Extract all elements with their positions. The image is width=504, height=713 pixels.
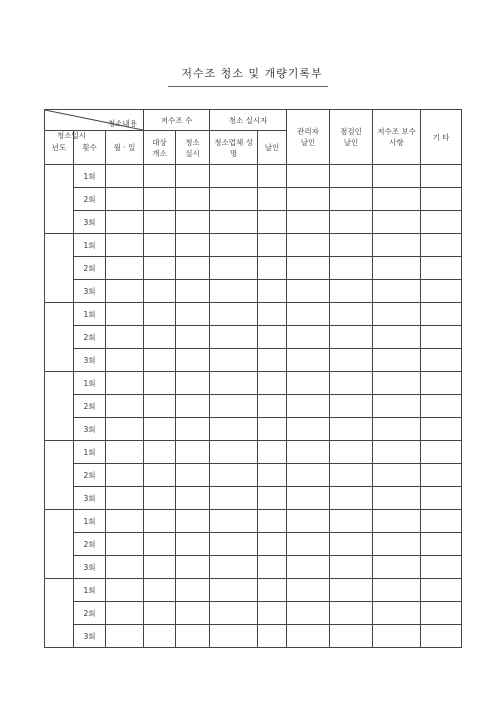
round-cell: 1회 xyxy=(74,579,106,602)
entry-cell[interactable] xyxy=(210,418,258,441)
entry-cell[interactable] xyxy=(287,349,330,372)
round-cell: 2회 xyxy=(74,602,106,625)
entry-cell[interactable] xyxy=(330,625,373,648)
entry-cell[interactable] xyxy=(373,579,421,602)
entry-cell[interactable] xyxy=(330,487,373,510)
manager-seal-header: 관리자 날인 xyxy=(287,110,330,165)
round-cell: 3회 xyxy=(74,211,106,234)
entry-cell[interactable] xyxy=(421,395,462,418)
entry-cell[interactable] xyxy=(106,602,144,625)
entry-cell[interactable] xyxy=(287,556,330,579)
entry-cell[interactable] xyxy=(106,395,144,418)
year-cell[interactable] xyxy=(45,579,74,648)
entry-cell[interactable] xyxy=(210,349,258,372)
round-cell: 1회 xyxy=(74,303,106,326)
entry-cell[interactable] xyxy=(287,234,330,257)
entry-cell[interactable] xyxy=(144,349,176,372)
entry-cell[interactable] xyxy=(287,257,330,280)
entry-cell[interactable] xyxy=(210,165,258,188)
entry-cell[interactable] xyxy=(258,188,287,211)
round-cell: 1회 xyxy=(74,234,106,257)
entry-cell[interactable] xyxy=(258,257,287,280)
entry-cell[interactable] xyxy=(373,280,421,303)
entry-cell[interactable] xyxy=(258,556,287,579)
entry-cell[interactable] xyxy=(144,418,176,441)
round-cell: 2회 xyxy=(74,395,106,418)
entry-cell[interactable] xyxy=(373,349,421,372)
target-count-header: 대상 개소 xyxy=(144,131,176,165)
year-cell[interactable] xyxy=(45,441,74,510)
entry-cell[interactable] xyxy=(258,372,287,395)
entry-cell[interactable] xyxy=(176,326,210,349)
entry-cell[interactable] xyxy=(144,441,176,464)
entry-cell[interactable] xyxy=(373,234,421,257)
entry-cell[interactable] xyxy=(144,464,176,487)
entry-cell[interactable] xyxy=(421,165,462,188)
entry-cell[interactable] xyxy=(176,533,210,556)
table-row xyxy=(45,395,462,418)
year-cell[interactable] xyxy=(45,234,74,303)
entry-cell[interactable] xyxy=(144,326,176,349)
round-cell: 3회 xyxy=(74,280,106,303)
entry-cell[interactable] xyxy=(373,188,421,211)
table-row xyxy=(45,211,462,234)
entry-cell[interactable] xyxy=(258,510,287,533)
entry-cell[interactable] xyxy=(421,257,462,280)
round-cell: 2회 xyxy=(74,188,106,211)
entry-cell[interactable] xyxy=(106,234,144,257)
entry-cell[interactable] xyxy=(106,533,144,556)
entry-cell[interactable] xyxy=(421,349,462,372)
entry-cell[interactable] xyxy=(144,625,176,648)
entry-cell[interactable] xyxy=(106,372,144,395)
entry-cell[interactable] xyxy=(176,395,210,418)
table-row xyxy=(45,326,462,349)
round-cell: 3회 xyxy=(74,487,106,510)
entry-cell[interactable] xyxy=(373,556,421,579)
month-day-header: 월 · 일 xyxy=(106,131,144,165)
entry-cell[interactable] xyxy=(373,372,421,395)
entry-cell[interactable] xyxy=(287,372,330,395)
cleaning-performer-header: 청소 실시자 xyxy=(210,110,287,131)
table-row xyxy=(45,257,462,280)
entry-cell[interactable] xyxy=(287,211,330,234)
entry-cell[interactable] xyxy=(210,487,258,510)
round-cell: 1회 xyxy=(74,441,106,464)
year-cell[interactable] xyxy=(45,510,74,579)
record-table xyxy=(44,109,462,648)
table-row xyxy=(45,579,462,602)
date-label: 청소일시 xyxy=(57,131,86,140)
entry-cell[interactable] xyxy=(258,487,287,510)
entry-cell[interactable] xyxy=(176,234,210,257)
entry-cell[interactable] xyxy=(373,464,421,487)
seal-header: 날인 xyxy=(258,131,287,165)
entry-cell[interactable] xyxy=(373,418,421,441)
diagonal-header-cell xyxy=(45,110,144,140)
entry-cell[interactable] xyxy=(176,487,210,510)
year-cell[interactable] xyxy=(45,372,74,441)
entry-cell[interactable] xyxy=(210,257,258,280)
entry-cell[interactable] xyxy=(106,510,144,533)
entry-cell[interactable] xyxy=(421,211,462,234)
entry-cell[interactable] xyxy=(330,326,373,349)
entry-cell[interactable] xyxy=(106,257,144,280)
entry-cell[interactable] xyxy=(176,188,210,211)
entry-cell[interactable] xyxy=(210,602,258,625)
entry-cell[interactable] xyxy=(176,464,210,487)
entry-cell[interactable] xyxy=(330,188,373,211)
entry-cell[interactable] xyxy=(373,533,421,556)
entry-cell[interactable] xyxy=(258,349,287,372)
entry-cell[interactable] xyxy=(258,303,287,326)
entry-cell[interactable] xyxy=(330,418,373,441)
entry-cell[interactable] xyxy=(287,464,330,487)
entry-cell[interactable] xyxy=(258,418,287,441)
entry-cell[interactable] xyxy=(287,418,330,441)
entry-cell[interactable] xyxy=(106,464,144,487)
year-cell[interactable] xyxy=(45,303,74,372)
entry-cell[interactable] xyxy=(144,211,176,234)
entry-cell[interactable] xyxy=(373,441,421,464)
entry-cell[interactable] xyxy=(176,510,210,533)
content-label: 청소내용 xyxy=(108,119,138,128)
entry-cell[interactable] xyxy=(373,625,421,648)
entry-cell[interactable] xyxy=(421,441,462,464)
table-row xyxy=(45,165,462,188)
entry-cell[interactable] xyxy=(330,556,373,579)
entry-cell[interactable] xyxy=(421,280,462,303)
table-row xyxy=(45,280,462,303)
entry-cell[interactable] xyxy=(287,326,330,349)
entry-cell[interactable] xyxy=(330,372,373,395)
entry-cell[interactable] xyxy=(421,602,462,625)
entry-cell[interactable] xyxy=(106,441,144,464)
entry-cell[interactable] xyxy=(144,234,176,257)
entry-cell[interactable] xyxy=(258,165,287,188)
entry-cell[interactable] xyxy=(210,556,258,579)
year-header: 년도 xyxy=(45,131,74,165)
entry-cell[interactable] xyxy=(210,326,258,349)
entry-cell[interactable] xyxy=(176,418,210,441)
entry-cell[interactable] xyxy=(330,464,373,487)
entry-cell[interactable] xyxy=(210,280,258,303)
entry-cell[interactable] xyxy=(176,579,210,602)
entry-cell[interactable] xyxy=(176,211,210,234)
table-row xyxy=(45,441,462,464)
year-cell[interactable] xyxy=(45,165,74,234)
entry-cell[interactable] xyxy=(421,464,462,487)
entry-cell[interactable] xyxy=(330,234,373,257)
round-cell: 1회 xyxy=(74,372,106,395)
entry-cell[interactable] xyxy=(258,326,287,349)
entry-cell[interactable] xyxy=(144,395,176,418)
table-row xyxy=(45,303,462,326)
entry-cell[interactable] xyxy=(144,257,176,280)
entry-cell[interactable] xyxy=(144,487,176,510)
table-row xyxy=(45,464,462,487)
entry-cell[interactable] xyxy=(287,579,330,602)
entry-cell[interactable] xyxy=(176,372,210,395)
entry-cell[interactable] xyxy=(106,303,144,326)
tank-count-header: 저수조 수 xyxy=(144,110,210,131)
round-cell: 3회 xyxy=(74,349,106,372)
entry-cell[interactable] xyxy=(176,556,210,579)
entry-cell[interactable] xyxy=(287,165,330,188)
entry-cell[interactable] xyxy=(258,441,287,464)
entry-cell[interactable] xyxy=(421,533,462,556)
table-row xyxy=(45,234,462,257)
table-row xyxy=(45,602,462,625)
round-cell: 2회 xyxy=(74,464,106,487)
entry-cell[interactable] xyxy=(287,625,330,648)
entry-cell[interactable] xyxy=(210,533,258,556)
entry-cell[interactable] xyxy=(176,280,210,303)
entry-cell[interactable] xyxy=(330,533,373,556)
entry-cell[interactable] xyxy=(258,602,287,625)
entry-cell[interactable] xyxy=(373,211,421,234)
entry-cell[interactable] xyxy=(373,165,421,188)
entry-cell[interactable] xyxy=(287,533,330,556)
entry-cell[interactable] xyxy=(144,579,176,602)
round-cell: 2회 xyxy=(74,257,106,280)
entry-cell[interactable] xyxy=(258,211,287,234)
entry-cell[interactable] xyxy=(373,257,421,280)
entry-cell[interactable] xyxy=(287,280,330,303)
entry-cell[interactable] xyxy=(106,165,144,188)
table-row xyxy=(45,349,462,372)
round-cell: 2회 xyxy=(74,326,106,349)
entry-cell[interactable] xyxy=(176,602,210,625)
page-title: 저수조 청소 및 개량기록부 xyxy=(181,67,323,80)
entry-cell[interactable] xyxy=(144,303,176,326)
entry-cell[interactable] xyxy=(373,487,421,510)
entry-cell[interactable] xyxy=(258,395,287,418)
round-cell: 3회 xyxy=(74,625,106,648)
entry-cell[interactable] xyxy=(421,556,462,579)
entry-cell[interactable] xyxy=(144,533,176,556)
entry-cell[interactable] xyxy=(210,395,258,418)
entry-cell[interactable] xyxy=(106,418,144,441)
entry-cell[interactable] xyxy=(287,441,330,464)
round-cell: 1회 xyxy=(74,510,106,533)
entry-cell[interactable] xyxy=(287,188,330,211)
round-cell: 3회 xyxy=(74,556,106,579)
entry-cell[interactable] xyxy=(144,372,176,395)
entry-cell[interactable] xyxy=(330,280,373,303)
entry-cell[interactable] xyxy=(287,602,330,625)
entry-cell[interactable] xyxy=(421,487,462,510)
entry-cell[interactable] xyxy=(330,579,373,602)
table-row xyxy=(45,625,462,648)
round-cell: 2회 xyxy=(74,533,106,556)
entry-cell[interactable] xyxy=(258,234,287,257)
entry-cell[interactable] xyxy=(106,280,144,303)
table-row xyxy=(45,510,462,533)
entry-cell[interactable] xyxy=(330,441,373,464)
entry-cell[interactable] xyxy=(144,188,176,211)
entry-cell[interactable] xyxy=(210,188,258,211)
entry-cell[interactable] xyxy=(421,303,462,326)
entry-cell[interactable] xyxy=(421,510,462,533)
entry-cell[interactable] xyxy=(330,257,373,280)
entry-cell[interactable] xyxy=(258,533,287,556)
entry-cell[interactable] xyxy=(144,280,176,303)
entry-cell[interactable] xyxy=(144,510,176,533)
entry-cell[interactable] xyxy=(210,441,258,464)
table-row xyxy=(45,372,462,395)
entry-cell[interactable] xyxy=(176,303,210,326)
entry-cell[interactable] xyxy=(330,602,373,625)
entry-cell[interactable] xyxy=(210,464,258,487)
entry-cell[interactable] xyxy=(210,211,258,234)
entry-cell[interactable] xyxy=(106,349,144,372)
title-underline xyxy=(168,86,328,87)
entry-cell[interactable] xyxy=(330,211,373,234)
entry-cell[interactable] xyxy=(373,510,421,533)
entry-cell[interactable] xyxy=(176,165,210,188)
entry-cell[interactable] xyxy=(421,372,462,395)
round-cell: 3회 xyxy=(74,418,106,441)
entry-cell[interactable] xyxy=(330,395,373,418)
entry-cell[interactable] xyxy=(106,579,144,602)
other-header: 기 타 xyxy=(421,110,462,165)
company-name-header: 청소업체 성 명 xyxy=(210,131,258,165)
entry-cell[interactable] xyxy=(176,349,210,372)
entry-cell[interactable] xyxy=(421,188,462,211)
entry-cell[interactable] xyxy=(330,303,373,326)
entry-cell[interactable] xyxy=(176,441,210,464)
entry-cell[interactable] xyxy=(421,625,462,648)
entry-cell[interactable] xyxy=(258,464,287,487)
entry-cell[interactable] xyxy=(330,510,373,533)
entry-cell[interactable] xyxy=(421,326,462,349)
entry-cell[interactable] xyxy=(106,188,144,211)
table-row xyxy=(45,188,462,211)
entry-cell[interactable] xyxy=(287,303,330,326)
entry-cell[interactable] xyxy=(330,349,373,372)
entry-cell[interactable] xyxy=(106,211,144,234)
entry-cell[interactable] xyxy=(287,487,330,510)
repair-notes-header: 저수조 보수사항 xyxy=(373,110,421,165)
entry-cell[interactable] xyxy=(210,579,258,602)
entry-cell[interactable] xyxy=(421,234,462,257)
entry-cell[interactable] xyxy=(373,602,421,625)
entry-cell[interactable] xyxy=(106,625,144,648)
entry-cell[interactable] xyxy=(210,625,258,648)
entry-cell[interactable] xyxy=(210,234,258,257)
entry-cell[interactable] xyxy=(106,326,144,349)
table-row xyxy=(45,418,462,441)
table-row xyxy=(45,556,462,579)
inspector-seal-header: 점검인 날인 xyxy=(330,110,373,165)
entry-cell[interactable] xyxy=(106,487,144,510)
entry-cell[interactable] xyxy=(373,326,421,349)
entry-cell[interactable] xyxy=(210,510,258,533)
entry-cell[interactable] xyxy=(373,303,421,326)
entry-cell[interactable] xyxy=(287,395,330,418)
table-row xyxy=(45,487,462,510)
entry-cell[interactable] xyxy=(287,510,330,533)
table-row xyxy=(45,533,462,556)
entry-cell[interactable] xyxy=(210,372,258,395)
entry-cell[interactable] xyxy=(176,625,210,648)
entry-cell[interactable] xyxy=(106,556,144,579)
entry-cell[interactable] xyxy=(258,625,287,648)
cleaning-done-header: 청소 실시 xyxy=(176,131,210,165)
entry-cell[interactable] xyxy=(330,165,373,188)
round-cell: 1회 xyxy=(74,165,106,188)
entry-cell[interactable] xyxy=(210,303,258,326)
entry-cell[interactable] xyxy=(421,418,462,441)
times-header: 횟수 xyxy=(74,131,106,165)
entry-cell[interactable] xyxy=(373,395,421,418)
entry-cell[interactable] xyxy=(258,280,287,303)
entry-cell[interactable] xyxy=(144,556,176,579)
entry-cell[interactable] xyxy=(176,257,210,280)
entry-cell[interactable] xyxy=(421,579,462,602)
entry-cell[interactable] xyxy=(144,165,176,188)
entry-cell[interactable] xyxy=(144,602,176,625)
entry-cell[interactable] xyxy=(258,579,287,602)
